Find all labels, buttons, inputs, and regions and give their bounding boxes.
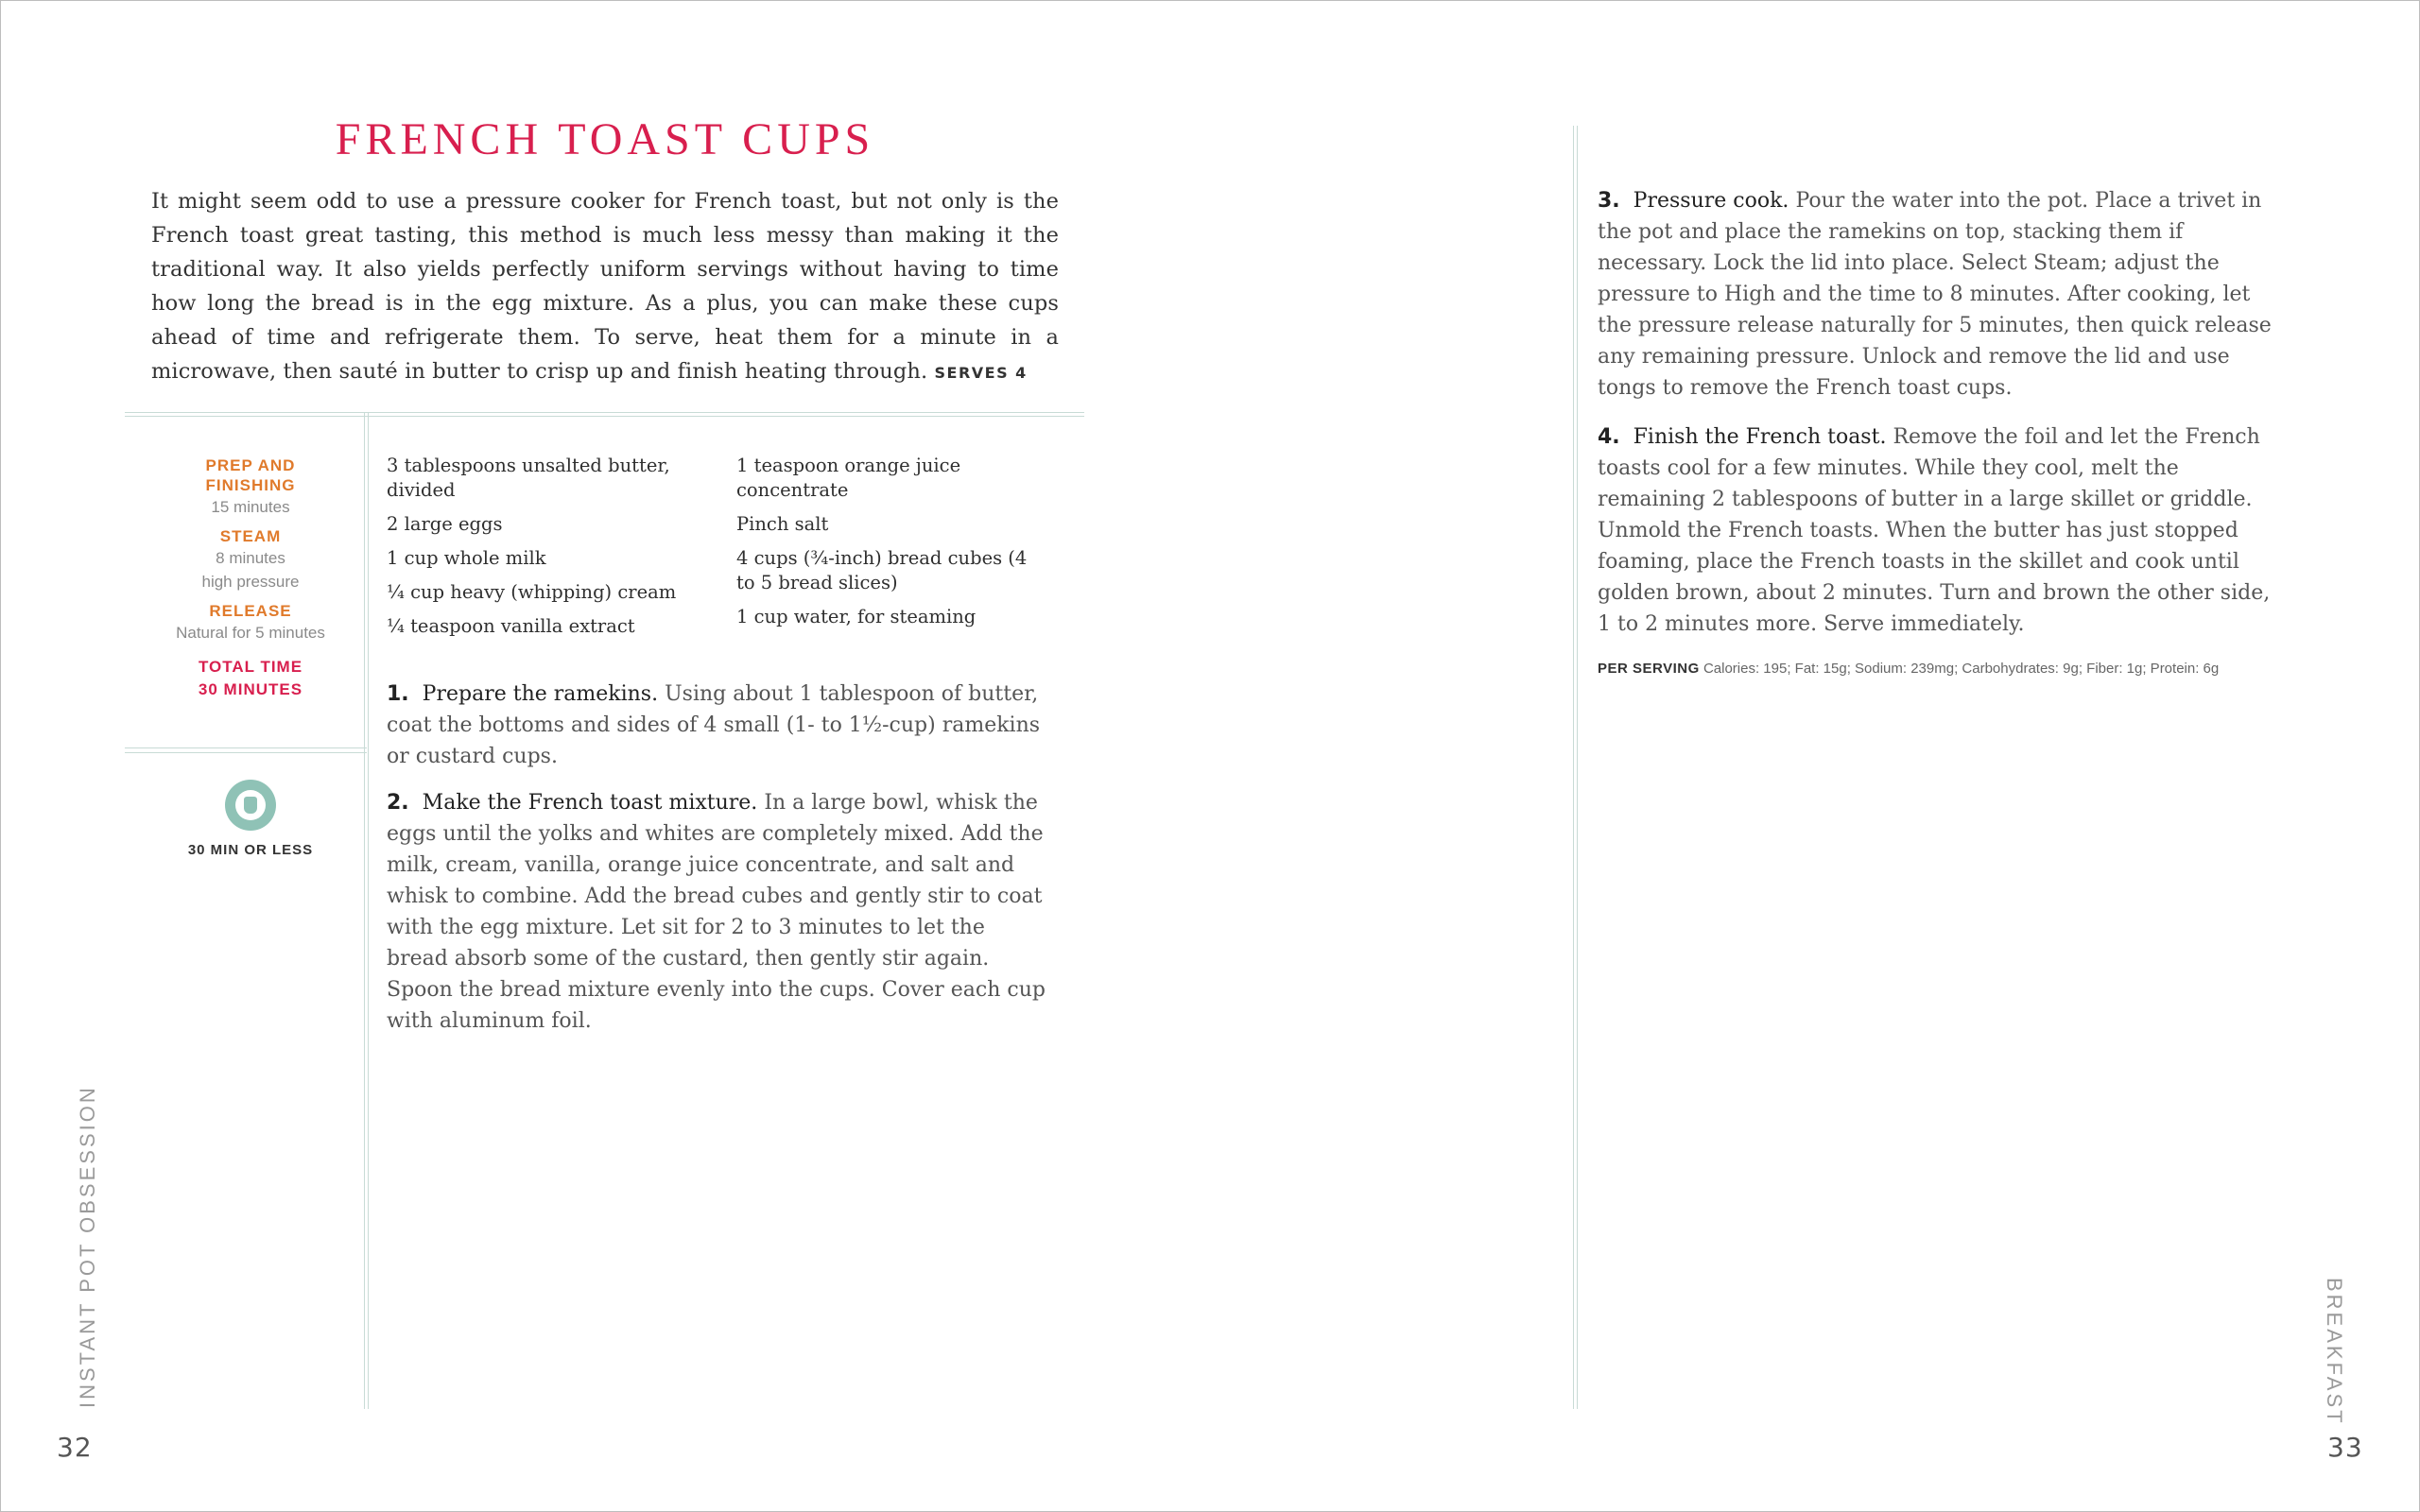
- step-text: Pour the water into the pot. Place a trivet in the pot and place the ramekins on top, stacking them if necessary. Lock the lid into place. Select Steam; adjust the pressure to High and the time to 8 minutes. After cooking, let the pressure release naturally for 5 minutes, then quick release any remaining pressure. Unlock and remove the lid and use tongs to remove the French toast cups.: [1598, 189, 2272, 400]
- ingredient-item: 4 cups (¾-inch) bread cubes (4 to 5 bread slices): [736, 547, 1028, 593]
- ingredients-left: [387, 454, 708, 648]
- prep-label: PREP AND FINISHING: [205, 456, 296, 494]
- time-badge: [128, 780, 373, 858]
- badge-label: 30 MIN OR LESS: [187, 842, 314, 858]
- ingredient-item: 1 teaspoon orange juice concentrate: [736, 455, 961, 501]
- total-time-label: TOTAL TIME: [198, 658, 303, 676]
- serves-label: SERVES 4: [934, 364, 1028, 382]
- recipe-intro: [151, 184, 1059, 390]
- release-label: RELEASE: [209, 602, 292, 620]
- ingredient-item: Pinch salt: [736, 513, 829, 535]
- ingredient-item: 3 tablespoons unsalted butter, divided: [387, 455, 670, 501]
- step-text: In a large bowl, whisk the eggs until the yolks and whites are completely mixed. Add the milk, cream, vanilla, orange juice concentrate, and salt and whisk to combine. Add the bread cubes and gently stir to coat with the egg mixture. Let sit for 2 to 3 minutes to let the bread absorb some of the custard, then gently stir again. Spoon the bread mixture evenly into the cups. Cover each cup with aluminum foil.: [387, 791, 1046, 1033]
- steam-pressure: high pressure: [201, 573, 300, 591]
- step-number: 2.: [387, 791, 409, 815]
- top-rule-2: [125, 416, 1084, 417]
- ingredient-item: 1 cup water, for steaming: [736, 606, 977, 627]
- step-text: Remove the foil and let the French toasts cool for a few minutes. While they cool, melt the remaining 2 tablespoons of butter in a large skillet or griddle. Unmold the French toasts. When the butter has just stopped foaming, place the French toasts in the skillet and cook until golden brown, about 2 minutes. Turn and brown the other side, 1 to 2 minutes more. Serve immediately.: [1598, 425, 2271, 636]
- step-text: Using about 1 tablespoon of butter, coat the bottoms and sides of 4 small (1- to 1½-cup) ramekins or custard cups.: [387, 682, 1041, 768]
- per-serving-label: PER SERVING: [1598, 661, 1700, 677]
- ingredient-item: ¼ cup heavy (whipping) cream: [387, 581, 677, 603]
- book-title-running-head: INSTANT POT OBSESSION: [76, 1085, 99, 1408]
- release-value: Natural for 5 minutes: [176, 624, 325, 642]
- ingredients-right: [736, 454, 1039, 639]
- right-page-rule: [1573, 126, 1574, 1409]
- pressure-cooker-icon: [225, 780, 276, 831]
- ingredient-item: ¼ teaspoon vanilla extract: [387, 615, 635, 637]
- steam-label: STEAM: [219, 527, 282, 545]
- step-4: [1598, 421, 2278, 640]
- step-3: [1598, 185, 2278, 404]
- ingredient-item: 1 cup whole milk: [387, 547, 546, 569]
- page-number-right: 33: [2327, 1432, 2363, 1463]
- prep-value: 15 minutes: [211, 498, 290, 516]
- timing-sidebar: [128, 455, 373, 701]
- step-heading: Make the French toast mixture.: [422, 791, 758, 815]
- step-2: [387, 787, 1048, 1037]
- intro-text: It might seem odd to use a pressure cooker for French toast, but not only is the French toast great tasting, this method is much less messy than making it the traditional way. It also yields perfectly uniform servings without having to time how long the bread is in the egg mixture. As a plus, you can make these cups ahead of time and refrigerate them. To serve, heat them for a minute in a microwave, then sauté in butter to crisp up and finish heating through.: [151, 189, 1059, 384]
- ingredient-item: 2 large eggs: [387, 513, 503, 535]
- side-rule-2: [125, 752, 367, 753]
- steam-value: 8 minutes: [216, 549, 285, 567]
- step-number: 1.: [387, 682, 409, 706]
- right-page-rule-2: [1577, 126, 1578, 1409]
- step-heading: Prepare the ramekins.: [422, 682, 659, 706]
- nutrition-text: Calories: 195; Fat: 15g; Sodium: 239mg; Carbohydrates: 9g; Fiber: 1g; Protein: 6g: [1703, 661, 2220, 677]
- section-running-head: BREAKFAST: [2323, 1278, 2346, 1426]
- side-rule: [125, 747, 367, 748]
- total-time-value: 30 MINUTES: [198, 680, 303, 698]
- top-rule: [125, 412, 1084, 413]
- step-heading: Finish the French toast.: [1633, 425, 1887, 449]
- step-number: 4.: [1598, 425, 1620, 449]
- step-1: [387, 679, 1048, 772]
- nutrition-info: [1598, 661, 2219, 677]
- recipe-title: FRENCH TOAST CUPS: [335, 114, 875, 164]
- page-number-left: 32: [57, 1432, 93, 1463]
- step-heading: Pressure cook.: [1633, 189, 1789, 213]
- step-number: 3.: [1598, 189, 1620, 213]
